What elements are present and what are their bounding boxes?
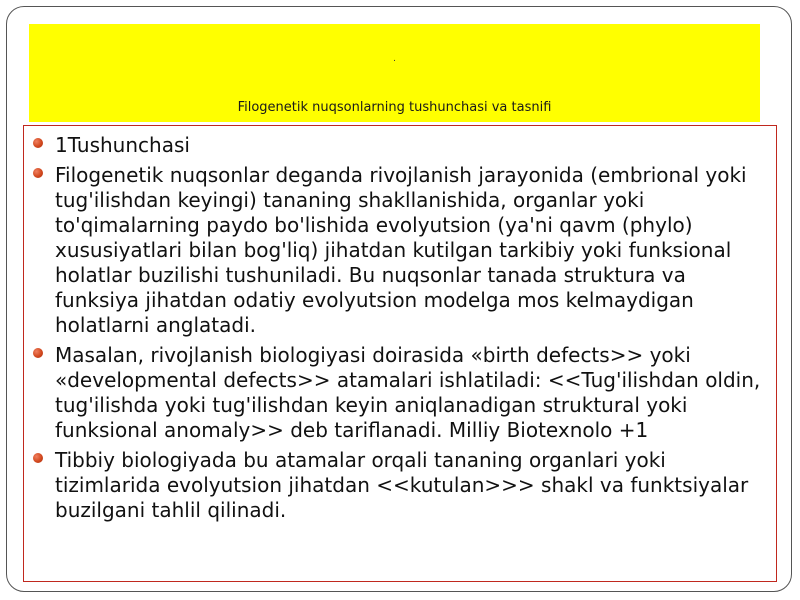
bullet-text: 1Tushunchasi xyxy=(55,133,190,157)
bullet-item xyxy=(24,163,776,338)
bullet-item xyxy=(24,133,776,158)
title-dot: . xyxy=(393,54,396,64)
bullet-text: Tibbiy biologiyada bu atamalar orqali tananing organlari yoki tizimlarida evolyutsion jihatdan <<kutulan>>> shakl va funktsiyalar buzilgani tahlil qilinadi. xyxy=(55,448,749,522)
bullet-dot-icon xyxy=(33,348,43,358)
bullet-dot-icon xyxy=(33,168,43,178)
bullet-text: Filogenetik nuqsonlar deganda rivojlanish jarayonida (embrional yoki tug'ilishdan keyingi) tananing shakllanishida, organlar yoki to'qimalarning paydo bo'lishida evolyutsion (ya'ni qavm (phylo) xususiyatlari bilan bog'liq) jihatdan kutilgan tarkibiy yoki funksional holatlar buzilishi tushuniladi. Bu nuqsonlar tanada struktura va funksiya jihatdan odatiy evolyutsion modelga mos kelmaydigan holatlarni anglatadi. xyxy=(55,163,747,337)
bullet-item xyxy=(24,448,776,523)
bullet-dot-icon xyxy=(33,453,43,463)
bullet-dot-icon xyxy=(33,138,43,148)
content-box xyxy=(23,125,777,582)
title-box xyxy=(29,24,760,122)
slide-title: Filogenetik nuqsonlarning tushunchasi va tasnifi xyxy=(237,100,552,115)
bullet-text: Masalan, rivojlanish biologiyasi doirasida «birth defects>> yoki «developmental defects>> atamalari ishlatiladi: <<Tug'ilishdan oldin, tug'ilishda yoki tug'ilishdan keyin aniqlanadigan struktural yoki funksional anomaly>> deb tariflanadi. Milliy Biotexnolo +1 xyxy=(55,343,761,442)
bullet-list xyxy=(24,133,776,528)
bullet-item xyxy=(24,343,776,443)
